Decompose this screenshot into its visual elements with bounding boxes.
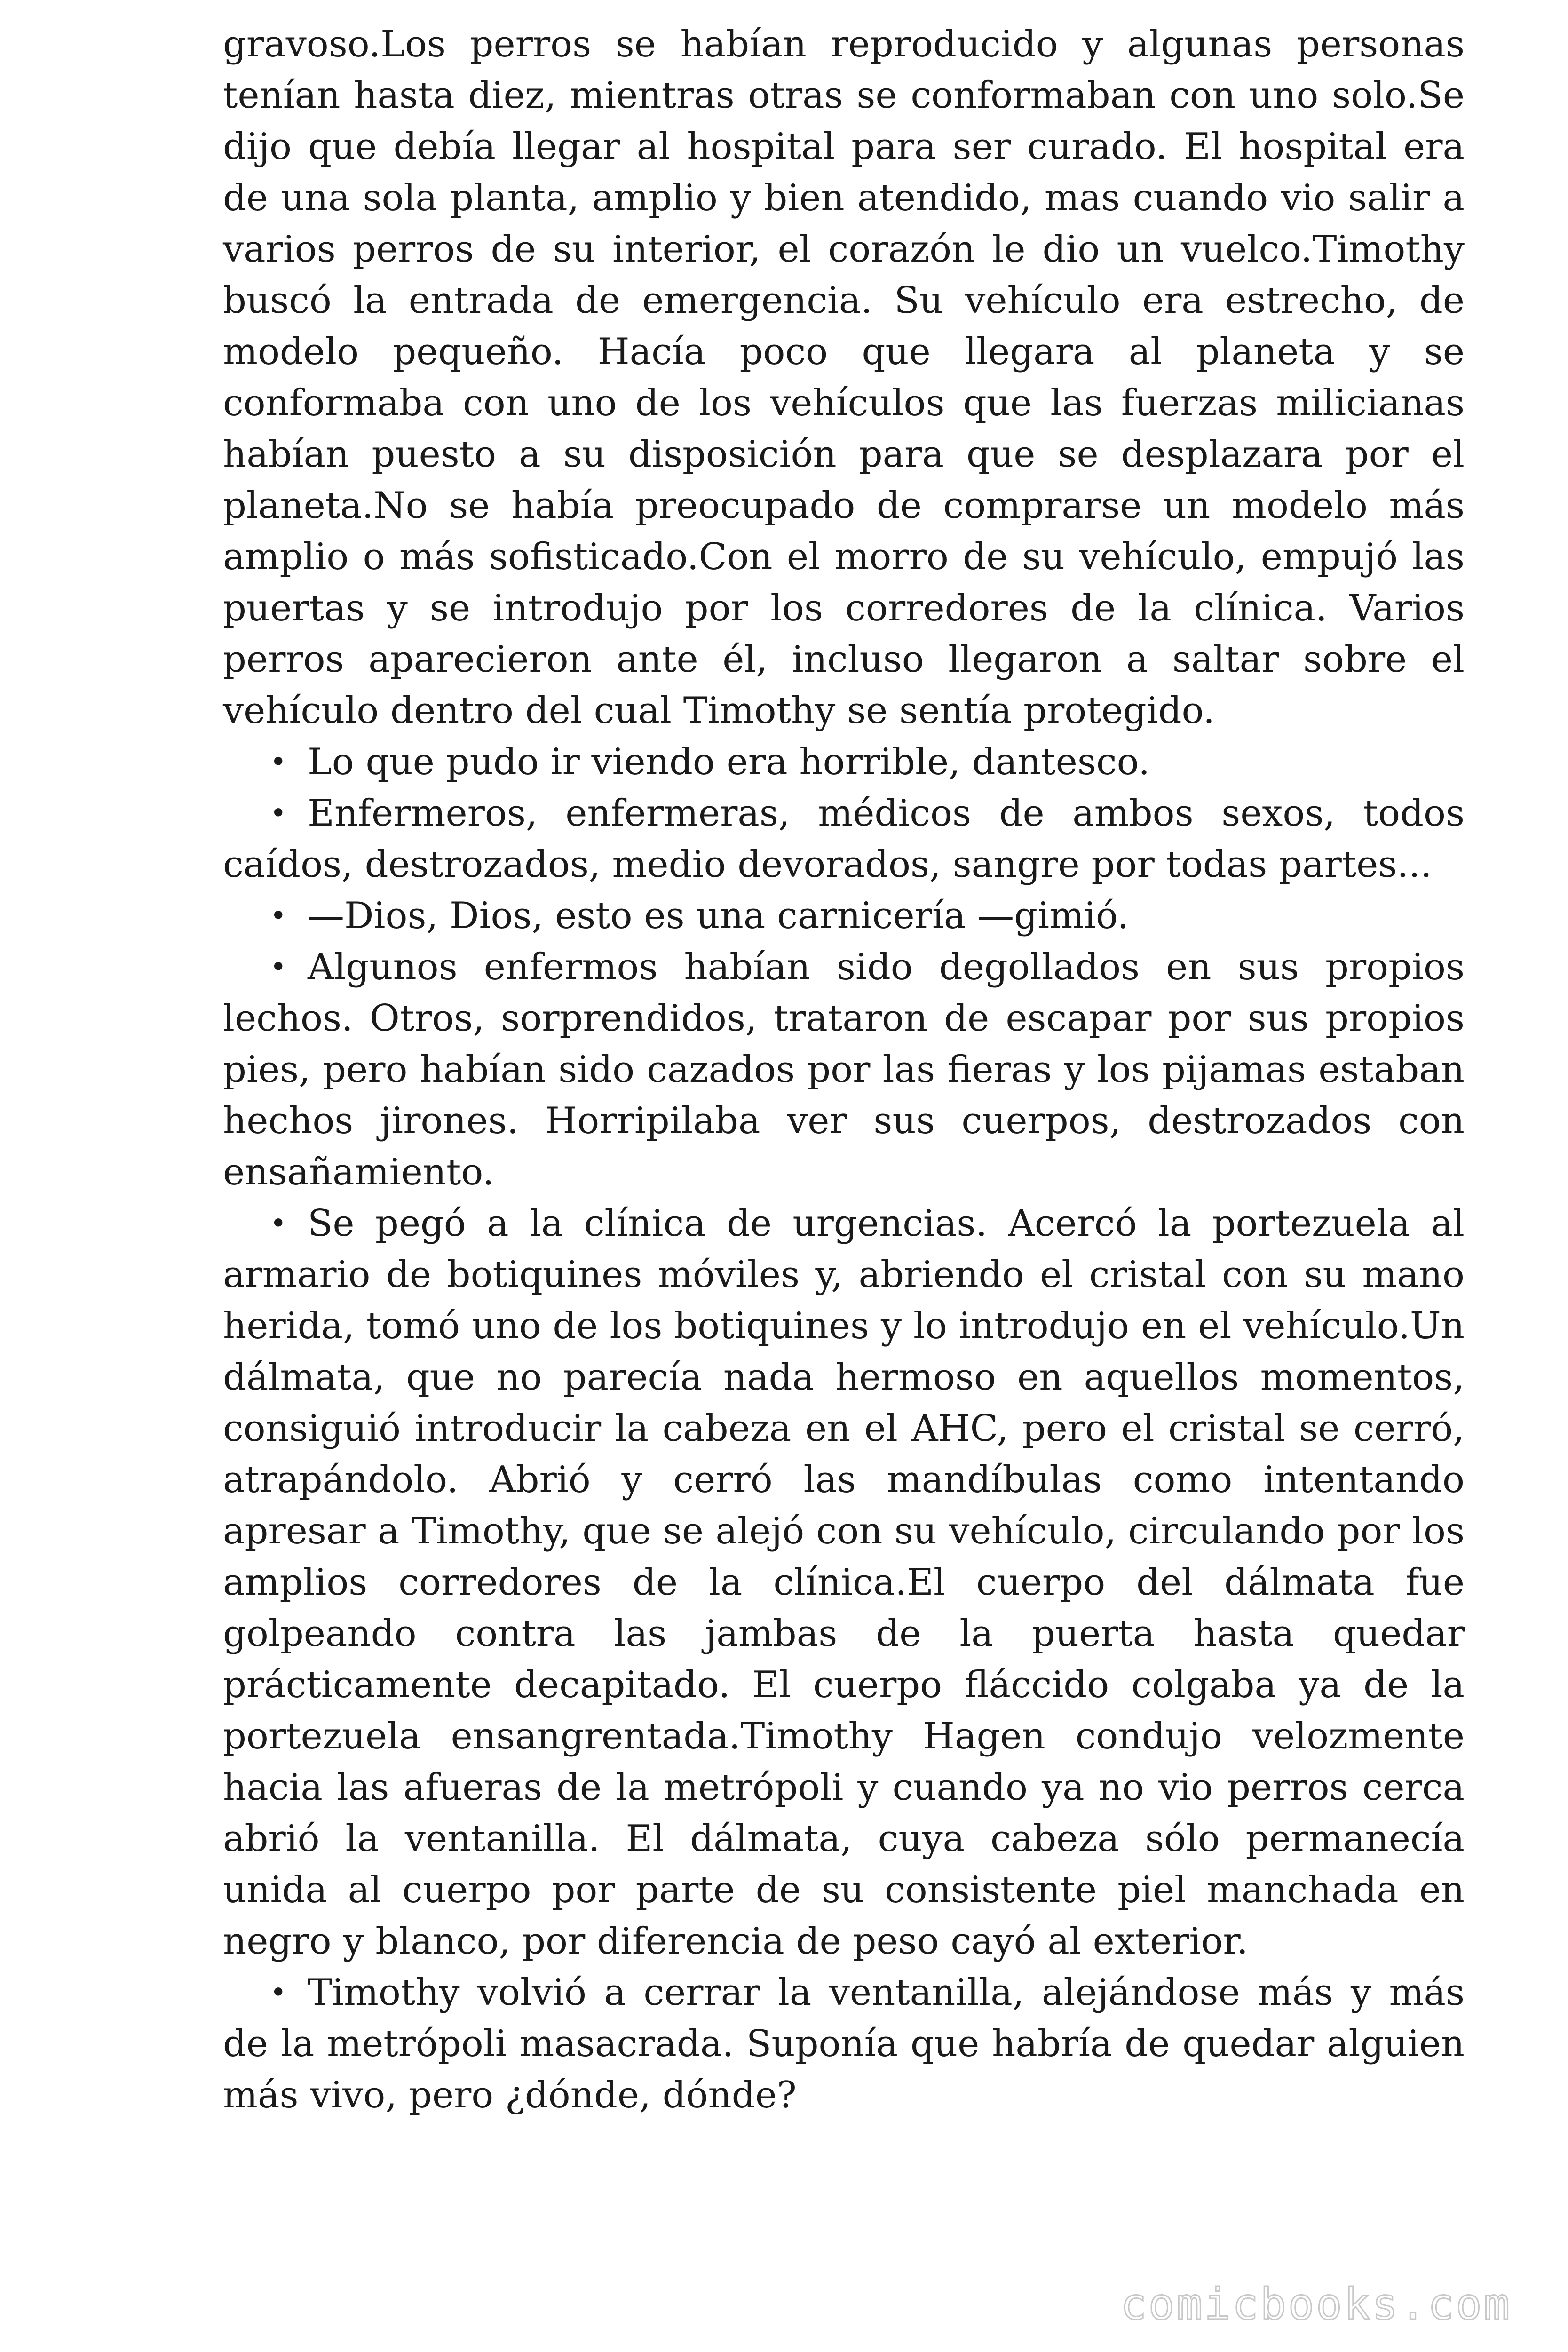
paragraph-text: Algunos enfermos habían sido degollados en sus propios lechos. Otros, sorprendidos, trataron de escapar por sus propios pies, pero habían sido cazados por las fieras y los pijamas estaban hechos jirones. Horripilaba ver sus cuerpos, destrozados con ensañamiento. <box>223 946 1465 1193</box>
bullet-marker: • <box>270 797 287 830</box>
bullet-marker: • <box>270 899 287 932</box>
paragraph-text: Se pegó a la clínica de urgencias. Acercó la portezuela al armario de botiquines móviles y, abriendo el cristal con su mano herida, tomó uno de los botiquines y lo introdujo en el vehículo.Un dálmata, que no parecía nada hermoso en aquellos momentos, consiguió introducir la cabeza en el AHC, pero el cristal se cerró, atrapándolo. Abrió y cerró las mandíbulas como intentando apresar a Timothy, que se alejó con su vehículo, circulando por los amplios corredores de la clínica.El cuerpo del dálmata fue golpeando contra las jambas de la puerta hasta quedar prácticamente decapitado. El cuerpo fláccido colgaba ya de la portezuela ensangrentada.Timothy Hagen condujo velozmente hacia las afueras de la metrópoli y cuando ya no vio perros cerca abrió la ventanilla. El dálmata, cuya cabeza sólo permanecía unida al cuerpo por parte de su consistente piel manchada en negro y blanco, por diferencia de peso cayó al exterior. <box>223 1202 1465 1963</box>
paragraph-dialogue <box>223 890 1465 942</box>
paragraph-text: Lo que pudo ir viendo era horrible, dantesco. <box>308 741 1150 783</box>
bullet-marker: • <box>270 746 287 779</box>
bullet-marker: • <box>270 1207 287 1240</box>
text-column <box>223 19 1465 2121</box>
paragraph-text: —Dios, Dios, esto es una carnicería —gimió. <box>308 895 1129 937</box>
paragraph <box>223 1198 1465 1967</box>
paragraph <box>223 1967 1465 2121</box>
paragraph <box>223 788 1465 890</box>
paragraph-continuation <box>223 19 1465 737</box>
paragraph <box>223 737 1465 788</box>
bullet-marker: • <box>270 1976 287 2009</box>
watermark: comicbooks.com <box>1120 2279 1512 2329</box>
paragraph-text: Timothy volvió a cerrar la ventanilla, alejándose más y más de la metrópoli masacrada. Suponía que habría de quedar alguien más vivo, pero ¿dónde, dónde? <box>223 1971 1465 2116</box>
paragraph-text: Enfermeros, enfermeras, médicos de ambos sexos, todos caídos, destrozados, medio devorados, sangre por todas partes... <box>223 792 1465 886</box>
paragraph <box>223 942 1465 1198</box>
bullet-marker: • <box>270 951 287 984</box>
paragraph-text: gravoso.Los perros se habían reproducido y algunas personas tenían hasta diez, mientras otras se conformaban con uno solo.Se dijo que debía llegar al hospital para ser curado. El hospital era de una sola planta, amplio y bien atendido, mas cuando vio salir a varios perros de su interior, el corazón le dio un vuelco.Timothy buscó la entrada de emergencia. Su vehículo era estrecho, de modelo pequeño. Hacía poco que llegara al planeta y se conformaba con uno de los vehículos que las fuerzas milicianas habían puesto a su disposición para que se desplazara por el planeta.No se había preocupado de comprarse un modelo más amplio o más sofisticado.Con el morro de su vehículo, empujó las puertas y se introdujo por los corredores de la clínica. Varios perros aparecieron ante él, incluso llegaron a saltar sobre el vehículo dentro del cual Timothy se sentía protegido. <box>223 23 1465 732</box>
